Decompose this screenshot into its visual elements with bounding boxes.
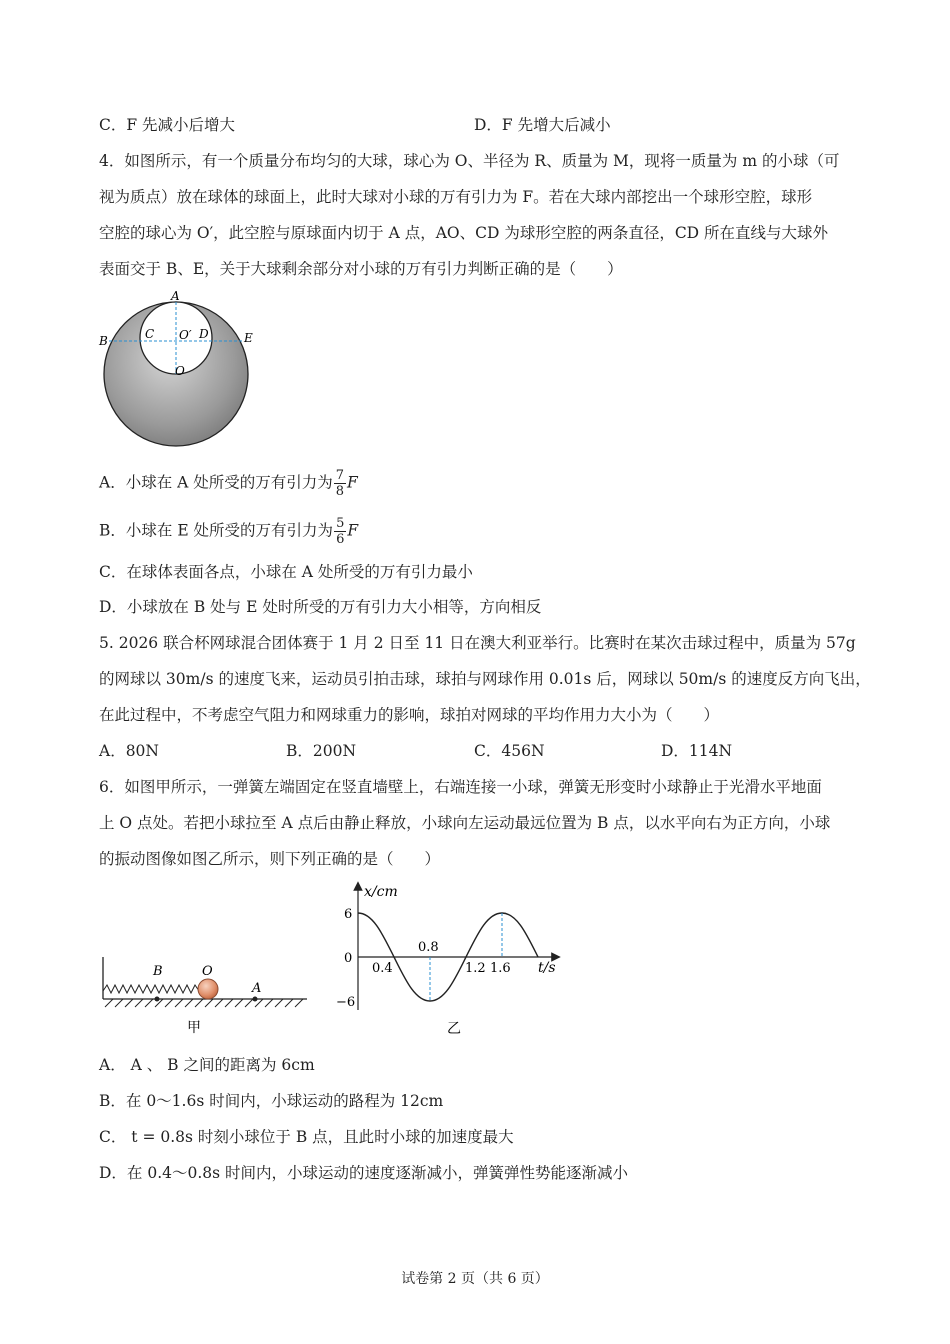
tick-t-04: 0.4 bbox=[372, 961, 393, 976]
prev-option-d: D．F 先增大后减小 bbox=[474, 116, 611, 134]
q6-option-c: C． t = 0.8s 时刻小球位于 B 点，且此时小球的加速度最大 bbox=[99, 1128, 514, 1146]
q4-option-a-text: A．小球在 A 处所受的万有引力为 bbox=[99, 473, 333, 492]
q6-option-b: B．在 0～1.6s 时间内，小球运动的路程为 12cm bbox=[99, 1092, 444, 1110]
caption-jia: 甲 bbox=[187, 1020, 201, 1036]
q5-option-c: C．456N bbox=[474, 742, 545, 760]
ball bbox=[198, 979, 218, 999]
q6-spring-figure bbox=[95, 955, 315, 1040]
q4-sphere-figure bbox=[95, 285, 270, 455]
caption-yi: 乙 bbox=[447, 1021, 461, 1037]
q5-option-a: A．80N bbox=[99, 742, 159, 760]
label-e: E bbox=[244, 331, 253, 345]
q6-line-3: 的振动图像如图乙所示，则下列正确的是（ ） bbox=[99, 850, 441, 868]
q4-option-d: D．小球放在 B 处与 E 处时所受的万有引力大小相等，方向相反 bbox=[99, 598, 542, 616]
q6-option-d: D．在 0.4～0.8s 时间内，小球运动的速度逐渐减小，弹簧弹性势能逐渐减小 bbox=[99, 1164, 629, 1182]
y-axis-label: x/cm bbox=[364, 884, 398, 900]
x-axis-label: t/s bbox=[538, 960, 556, 976]
ground-hatch bbox=[105, 999, 303, 1007]
prev-option-c: C．F 先减小后增大 bbox=[99, 116, 236, 134]
tick-t-08: 0.8 bbox=[418, 940, 439, 955]
label-a-spring: A bbox=[252, 981, 262, 996]
point-b bbox=[155, 997, 160, 1002]
q5-line-3: 在此过程中，不考虑空气阻力和网球重力的影响，球拍对网球的平均作用力大小为（ ） bbox=[99, 706, 720, 724]
page-footer: 试卷第 2 页（共 6 页） bbox=[401, 1271, 549, 1287]
q4-option-b: B．小球在 E 处所受的万有引力为 $\frac{5}{6}$ F bbox=[99, 516, 359, 547]
q4-option-a: A．小球在 A 处所受的万有引力为 $\frac{7}{8}$ F bbox=[99, 468, 358, 499]
q6-vibration-graph bbox=[330, 880, 570, 1040]
q4-line-4: 表面交于 B、E，关于大球剩余部分对小球的万有引力判断正确的是（ ） bbox=[99, 260, 623, 278]
label-d: D bbox=[199, 327, 209, 341]
q5-option-d: D．114N bbox=[661, 742, 733, 760]
fraction-5-6: $\frac{5}{6}$ bbox=[336, 516, 345, 547]
point-a bbox=[253, 997, 258, 1002]
q5-line-1: 5. 2026 联合杯网球混合团体赛于 1 月 2 日至 11 日在澳大利亚举行。比赛时在某次击球过程中，质量为 57g bbox=[99, 634, 856, 652]
label-c: C bbox=[145, 327, 155, 341]
tick-y-0: 0 bbox=[344, 951, 353, 966]
tick-t-12: 1.2 bbox=[465, 961, 486, 976]
q6-option-a: A． A 、 B 之间的距离为 6cm bbox=[99, 1056, 315, 1074]
q5-option-b: B．200N bbox=[286, 742, 357, 760]
fraction-7-8: $\frac{7}{8}$ bbox=[335, 468, 345, 499]
q6-line-1: 6．如图甲所示，一弹簧左端固定在竖直墙壁上，右端连接一小球，弹簧无形变时小球静止于光滑水平地面 bbox=[99, 778, 822, 796]
label-b: B bbox=[99, 334, 108, 348]
spring bbox=[103, 985, 199, 993]
tick-y-6: 6 bbox=[344, 907, 353, 922]
tick-t-16: 1.6 bbox=[490, 961, 511, 976]
q4-line-2: 视为质点）放在球体的球面上，此时大球对小球的万有引力为 F。若在大球内部挖出一个球形空腔，球形 bbox=[99, 188, 813, 206]
q5-line-2: 的网球以 30m/s 的速度飞来，运动员引拍击球，球拍与网球作用 0.01s 后，网球以 50m/s 的速度反方向飞出， bbox=[99, 670, 871, 688]
label-o-spring: O bbox=[202, 964, 213, 979]
label-b-spring: B bbox=[153, 964, 163, 979]
label-a: A bbox=[171, 289, 180, 303]
q6-line-2: 上 O 点处。若把小球拉至 A 点后由静止释放，小球向左运动最远位置为 B 点，以水平向右为正方向，小球 bbox=[99, 814, 831, 832]
q4-line-3: 空腔的球心为 O′，此空腔与原球面内切于 A 点，AO、CD 为球形空腔的两条直径，CD 所在直线与大球外 bbox=[99, 224, 829, 242]
tick-y-neg6: −6 bbox=[336, 995, 356, 1010]
q4-option-c: C．在球体表面各点，小球在 A 处所受的万有引力最小 bbox=[99, 563, 473, 581]
label-o-prime: O′ bbox=[179, 328, 192, 342]
q4-line-1: 4．如图所示，有一个质量分布均匀的大球，球心为 O、半径为 R、质量为 M，现将一质量为 m 的小球（可 bbox=[99, 152, 840, 170]
label-o: O bbox=[175, 364, 185, 378]
q4-option-b-text: B．小球在 E 处所受的万有引力为 bbox=[99, 521, 334, 540]
